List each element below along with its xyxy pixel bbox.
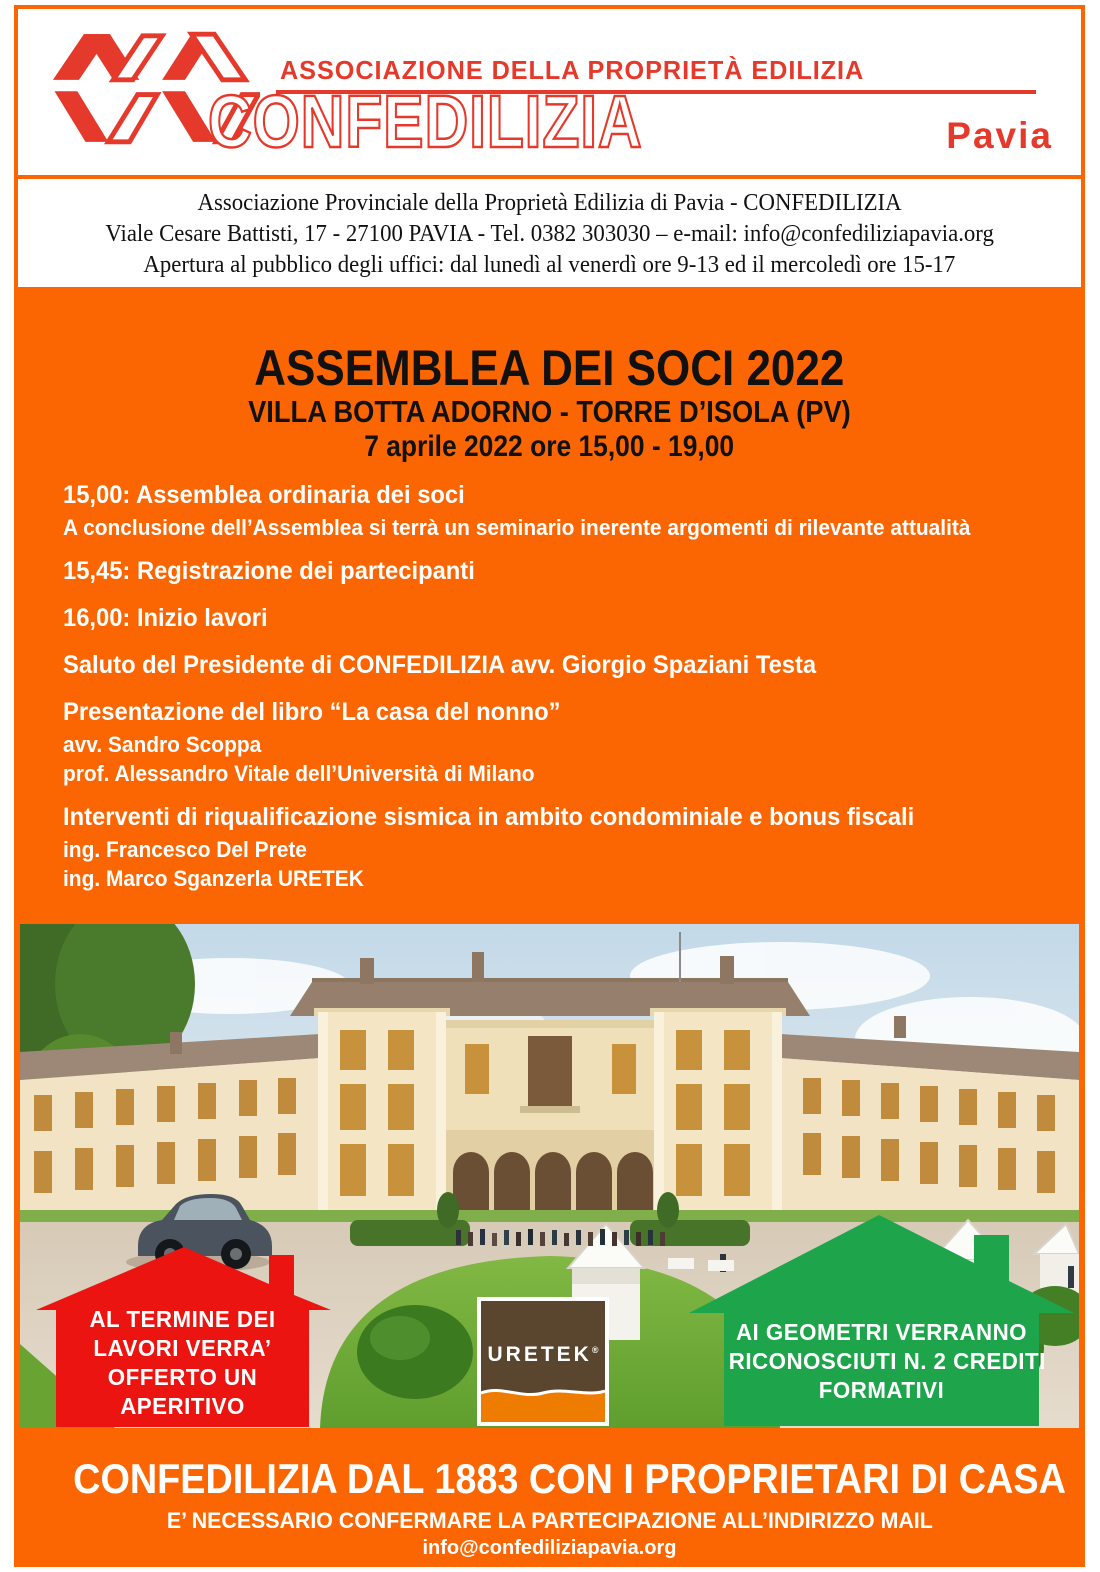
event-title: ASSEMBLEA DEI SOCI 2022 — [254, 340, 845, 396]
header — [18, 9, 1081, 175]
agenda-item: avv. Sandro Scoppa — [63, 732, 262, 757]
event-datetime: 7 aprile 2022 ore 15,00 - 19,00 — [364, 430, 735, 463]
contact-line-3: Apertura al pubblico degli uffici: dal lunedì al venerdì ore 9-13 ed il mercoledì ore 15-17 — [143, 252, 956, 278]
agenda-item: prof. Alessandro Vitale dell’Università di Milano — [63, 761, 535, 786]
red-house-text: AL TERMINE DEI LAVORI VERRA’ OFFERTO UN APERITIVO — [89, 1306, 276, 1419]
green-house-callout — [689, 1215, 1074, 1426]
event-location: VILLA BOTTA ADORNO - TORRE D’ISOLA (PV) — [248, 394, 851, 429]
agenda-item: Saluto del Presidente di CONFEDILIZIA avv. Giorgio Spaziani Testa — [63, 651, 817, 679]
footer-slogan: CONFEDILIZIA DAL 1883 CON I PROPRIETARI DI CASA — [73, 1455, 1066, 1502]
agenda-item: 16,00: Inizio lavori — [63, 604, 268, 632]
agenda-item: 15,00: Assemblea ordinaria dei soci — [63, 481, 465, 509]
event-title-block — [18, 287, 1081, 464]
agenda-item: 15,45: Registrazione dei partecipanti — [63, 557, 475, 585]
uretek-logo — [477, 1297, 609, 1426]
green-house-text: AI GEOMETRI VERRANNO RICONOSCIUTI N. 2 CREDITI FORMATIVI — [728, 1319, 1046, 1403]
agenda — [63, 478, 1081, 892]
red-house-callout — [36, 1247, 331, 1427]
confedilizia-logotype: CONFEDILIZIA — [208, 80, 643, 163]
city-label: Pavia — [946, 115, 1053, 156]
agenda-item: ing. Marco Sganzerla URETEK — [63, 866, 364, 891]
contact-line-1: Associazione Provinciale della Proprietà Edilizia di Pavia - CONFEDILIZIA — [197, 190, 902, 216]
contact-line-2: Viale Cesare Battisti, 17 - 27100 PAVIA - Tel. 0382 303030 – e-mail: info@confediliziapavia.org — [105, 221, 994, 247]
agenda-item: Presentazione del libro “La casa del nonno” — [63, 698, 561, 726]
association-heading: ASSOCIAZIONE DELLA PROPRIETÀ EDILIZIA — [280, 55, 865, 85]
contact-band — [18, 175, 1081, 287]
uretek-orange-base — [481, 1398, 605, 1422]
flyer-page — [14, 5, 1085, 1567]
registered-mark-icon: ® — [591, 1345, 599, 1355]
agenda-item: ing. Francesco Del Prete — [63, 837, 307, 862]
footer-email: info@confediliziapavia.org — [422, 1537, 677, 1559]
agenda-item: Interventi di riqualificazione sismica in ambito condominiale e bonus fiscali — [63, 803, 915, 831]
footer-confirmation-note: E’ NECESSARIO CONFERMARE LA PARTECIPAZIONE ALL’INDIRIZZO MAIL — [166, 1508, 933, 1533]
footer — [18, 1455, 1081, 1560]
agenda-item: A conclusione dell’Assemblea si terrà un seminario inerente argomenti di rilevante attualità — [63, 515, 971, 540]
body — [18, 287, 1081, 1563]
villa-photo — [20, 924, 1079, 1428]
uretek-brand: URETEK® — [487, 1343, 599, 1366]
